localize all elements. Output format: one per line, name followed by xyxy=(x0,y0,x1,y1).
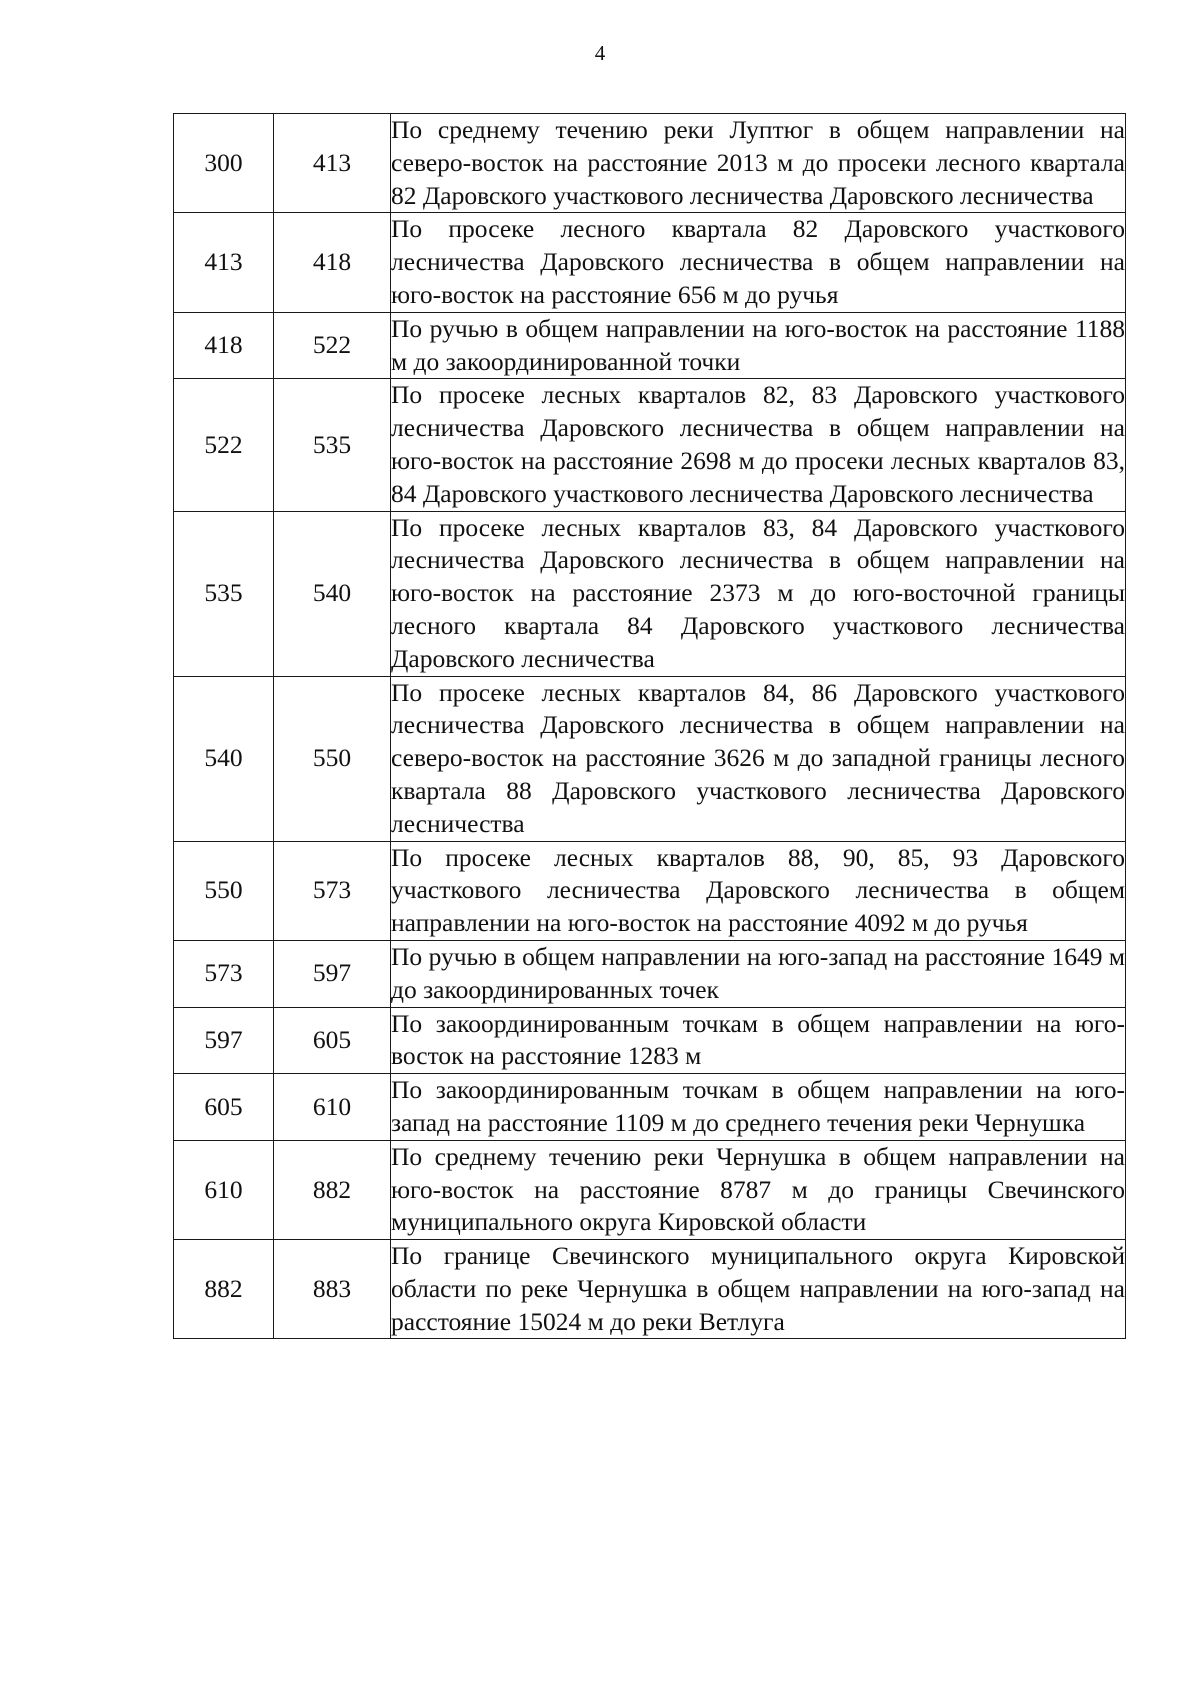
to-point: 535 xyxy=(274,379,391,511)
from-point: 522 xyxy=(174,379,274,511)
boundary-description: По закоординированным точкам в общем направлении на юго-восток на расстояние 1283 м xyxy=(391,1007,1126,1074)
boundary-description: По просеке лесных кварталов 88, 90, 85, 93 Даровского участкового лесничества Даровского лесничества в общем направлении на юго-восток на расстояние 4092 м до ручья xyxy=(391,841,1126,940)
table-row xyxy=(174,511,1126,676)
boundary-description: По просеке лесных кварталов 84, 86 Даровского участкового лесничества Даровского лесничества в общем направлении на северо-восток на расстояние 3626 м до западной границы лесного квартала 88 Даровского участкового лесничества Даровского лесничества xyxy=(391,676,1126,841)
from-point: 597 xyxy=(174,1007,274,1074)
from-point: 605 xyxy=(174,1074,274,1141)
to-point: 522 xyxy=(274,312,391,379)
table-row xyxy=(174,379,1126,511)
from-point: 610 xyxy=(174,1140,274,1239)
boundary-description: По просеке лесного квартала 82 Даровского участкового лесничества Даровского лесничества в общем направлении на юго-восток на расстояние 656 м до ручья xyxy=(391,213,1126,312)
to-point: 418 xyxy=(274,213,391,312)
boundary-description: По границе Свечинского муниципального округа Кировской области по реке Чернушка в общем направлении на юго-запад на расстояние 15024 м до реки Ветлуга xyxy=(391,1240,1126,1339)
table-row xyxy=(174,1240,1126,1339)
to-point: 540 xyxy=(274,511,391,676)
from-point: 418 xyxy=(174,312,274,379)
from-point: 413 xyxy=(174,213,274,312)
to-point: 573 xyxy=(274,841,391,940)
page-number: 4 xyxy=(594,41,606,65)
boundary-description: По ручью в общем направлении на юго-запад на расстояние 1649 м до закоординированных точек xyxy=(391,940,1126,1007)
boundary-description: По просеке лесных кварталов 83, 84 Даровского участкового лесничества Даровского лесничества в общем направлении на юго-восток на расстояние 2373 м до юго-восточной границы лесного квартала 84 Даровского участкового лесничества Даровского лесничества xyxy=(391,511,1126,676)
boundary-description: По закоординированным точкам в общем направлении на юго-запад на расстояние 1109 м до среднего течения реки Чернушка xyxy=(391,1074,1126,1141)
from-point: 540 xyxy=(174,676,274,841)
table-row xyxy=(174,676,1126,841)
from-point: 882 xyxy=(174,1240,274,1339)
boundary-description: По просеке лесных кварталов 82, 83 Даровского участкового лесничества Даровского лесничества в общем направлении на юго-восток на расстояние 2698 м до просеки лесных кварталов 83, 84 Даровского участкового лесничества Даровского лесничества xyxy=(391,379,1126,511)
boundary-description: По среднему течению реки Луптюг в общем направлении на северо-восток на расстояние 2013 м до просеки лесного квартала 82 Даровского участкового лесничества Даровского лесничества xyxy=(391,114,1126,213)
to-point: 610 xyxy=(274,1074,391,1141)
table-row xyxy=(174,312,1126,379)
to-point: 597 xyxy=(274,940,391,1007)
to-point: 605 xyxy=(274,1007,391,1074)
from-point: 550 xyxy=(174,841,274,940)
table-row xyxy=(174,1074,1126,1141)
boundary-description: По среднему течению реки Чернушка в общем направлении на юго-восток на расстояние 8787 м до границы Свечинского муниципального округа Кировской области xyxy=(391,1140,1126,1239)
table-row xyxy=(174,1140,1126,1239)
to-point: 550 xyxy=(274,676,391,841)
table-row xyxy=(174,940,1126,1007)
to-point: 882 xyxy=(274,1140,391,1239)
boundary-description: По ручью в общем направлении на юго-восток на расстояние 1188 м до закоординированной точки xyxy=(391,312,1126,379)
from-point: 535 xyxy=(174,511,274,676)
from-point: 573 xyxy=(174,940,274,1007)
table-row xyxy=(174,841,1126,940)
table-row xyxy=(174,213,1126,312)
boundary-table xyxy=(173,113,1126,1339)
from-point: 300 xyxy=(174,114,274,213)
to-point: 413 xyxy=(274,114,391,213)
table-row xyxy=(174,1007,1126,1074)
table-row xyxy=(174,114,1126,213)
to-point: 883 xyxy=(274,1240,391,1339)
